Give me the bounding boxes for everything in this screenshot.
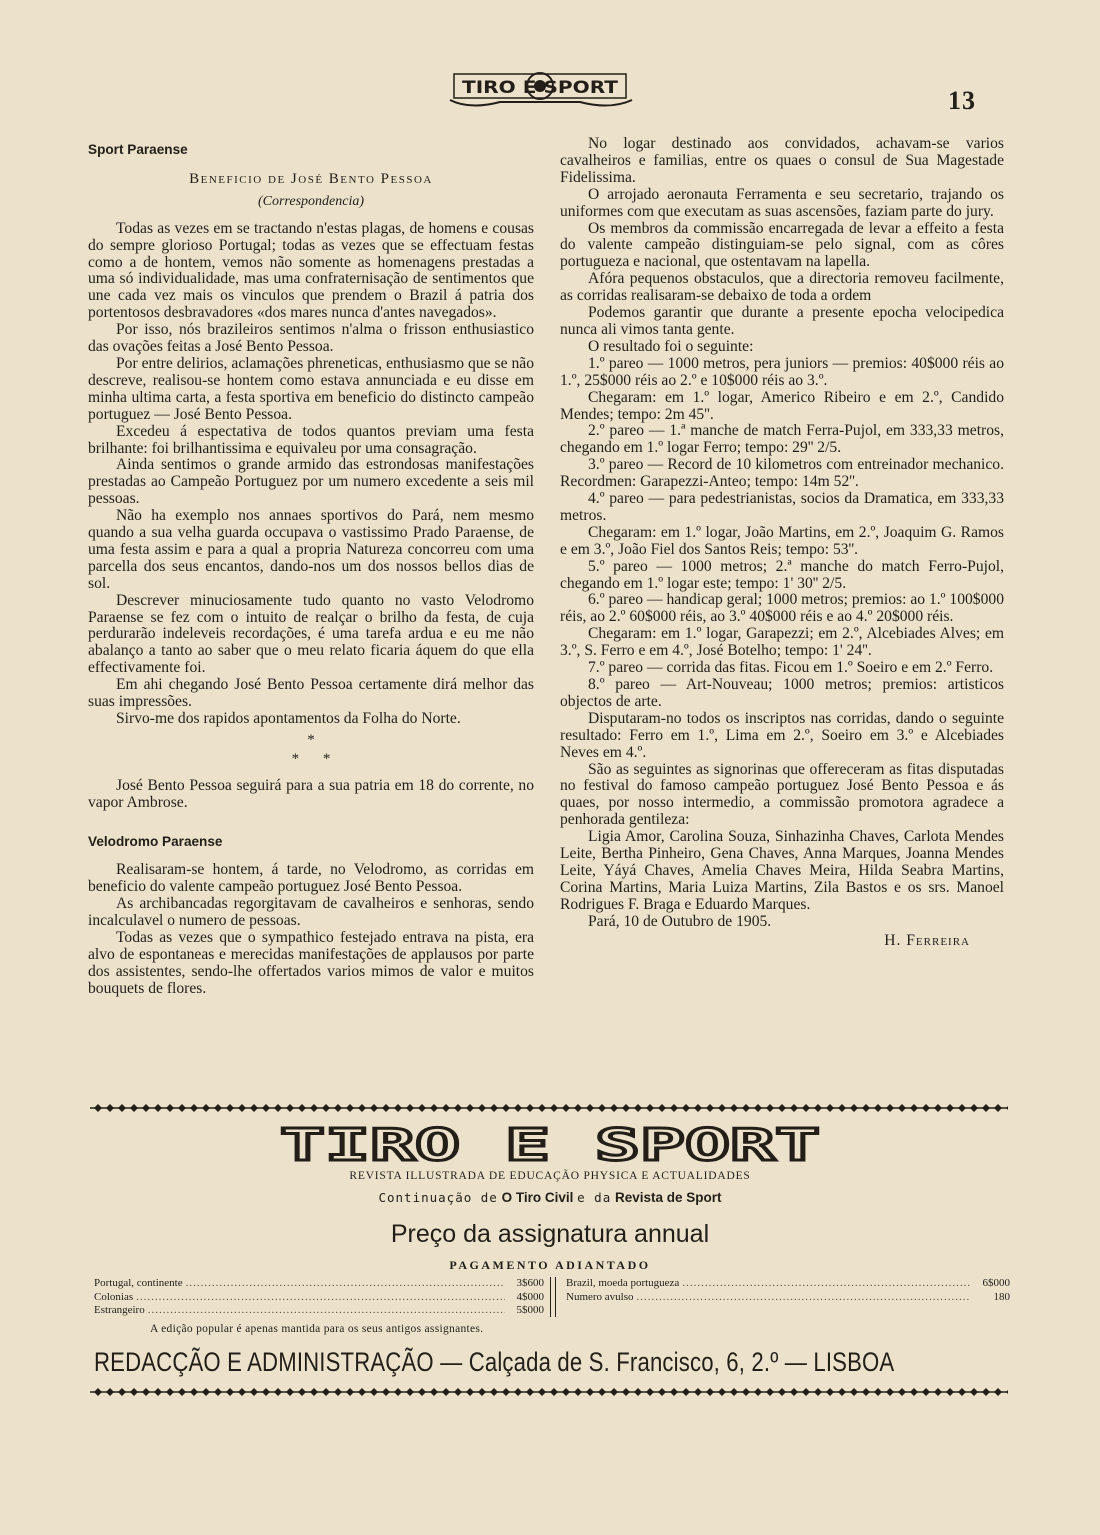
- border-ornament: [154, 1388, 162, 1396]
- border-ornament: [178, 1104, 186, 1112]
- border-ornament: [682, 1104, 690, 1112]
- border-ornament: [130, 1104, 138, 1112]
- paragraph: O resultado foi o seguinte:: [588, 337, 754, 355]
- border-ornament: [226, 1388, 234, 1396]
- masthead-logo-text: TIRO E SPORT: [462, 78, 619, 98]
- page-number: 13: [948, 86, 976, 115]
- border-ornament: [574, 1104, 582, 1112]
- border-ornament: [598, 1388, 606, 1396]
- border-ornament: [610, 1104, 618, 1112]
- border-ornament: [346, 1388, 354, 1396]
- border-ornament: [670, 1388, 678, 1396]
- border-ornament: [334, 1388, 342, 1396]
- paragraph: Os membros da commissão encarregada de levar a effeito a festa do valente campeão distinguiam-se pelo signal, com as côres portugueza e nacional, que ostentavam na lapella.: [560, 219, 1004, 271]
- rate-row: [94, 1304, 544, 1318]
- border-ornament: [346, 1104, 354, 1112]
- border-ornament: [550, 1104, 558, 1112]
- race-result: Chegaram: em 1.º logar, Garapezzi; em 2.º, Alcebiades Alves; em 3.º, S. Ferro e em 4.º, José Botelho; tempo: 1' 24''.: [560, 625, 1004, 660]
- border-ornament: [166, 1388, 174, 1396]
- border-ornament: [442, 1388, 450, 1396]
- paragraph: Excedeu á espectativa de todos quantos previam uma festa brilhante: foi brilhantissima e equivaleu por uma consagração.: [88, 422, 534, 457]
- paragraph: Sirvo-me dos rapidos apontamentos da Folha do Norte.: [116, 710, 461, 727]
- border-ornament: [250, 1104, 258, 1112]
- border-ornament: [970, 1388, 978, 1396]
- border-ornament: [154, 1104, 162, 1112]
- postscript: José Bento Pessoa seguirá para a sua patria em 18 do corrente, no vapor Ambrose.: [88, 776, 534, 811]
- border-ornament: [214, 1388, 222, 1396]
- paragraph: Ligia Amor, Carolina Souza, Sinhazinha Chaves, Carlota Mendes Leite, Bertha Pinheiro, Gena Chaves, Anna Marques, Joanna Mendes Leite, Yáyá Chaves, Amelia Chaves Meira, Hilda Seabra Martins, Corina Martins, Maria Luiza Martins, Zila Bastos e os srs. Manoel Rodrigues F. Braga e Eduardo Marques.: [560, 828, 1004, 913]
- border-ornament: [874, 1104, 882, 1112]
- continuation-mid: e da: [577, 1190, 612, 1205]
- border-ornament: [970, 1104, 978, 1112]
- paragraph: Todas as vezes em se tractando n'estas plagas, de homens e cousas do sempre glorioso Portugal; todas as vezes que se effectuam festas como a de hontem, vemos não somente as homenagens prestadas a uma só individualidade, mas uma confraternisação de sentimentos que une cada vez mais os vinculos que prendem o Brazil á patria dos portentosos desbravadores «dos mares nunca d'antes navegados».: [88, 219, 534, 322]
- border-ornament: [430, 1104, 438, 1112]
- border-ornament: [298, 1388, 306, 1396]
- rate-label: Brazil, moeda portugueza: [566, 1277, 680, 1289]
- border-ornament: [118, 1104, 126, 1112]
- border-ornament: [454, 1388, 462, 1396]
- asterisk-divider-top: *: [307, 731, 315, 748]
- border-ornament: [106, 1104, 114, 1112]
- continuation-name2: Revista de Sport: [615, 1190, 722, 1205]
- rate-label: Estrangeiro: [94, 1304, 145, 1316]
- price-heading: Preço da assignatura annual: [390, 1220, 710, 1248]
- border-ornament: [526, 1388, 534, 1396]
- border-ornament: [466, 1104, 474, 1112]
- border-ornament: [94, 1104, 102, 1112]
- rate-row: [566, 1277, 1010, 1291]
- border-ornament: [610, 1388, 618, 1396]
- border-ornament: [778, 1104, 786, 1112]
- border-ornament: [922, 1104, 930, 1112]
- border-ornament: [862, 1104, 870, 1112]
- border-ornament: [490, 1104, 498, 1112]
- border-ornament: [274, 1104, 282, 1112]
- border-ornament: [898, 1104, 906, 1112]
- rate-label: Portugal, continente: [94, 1277, 183, 1289]
- border-ornament: [562, 1388, 570, 1396]
- border-ornament: [586, 1388, 594, 1396]
- advert-continuation: [0, 1190, 1100, 1205]
- border-ornament: [370, 1104, 378, 1112]
- border-ornament: [394, 1388, 402, 1396]
- paragraph: Realisaram-se hontem, á tarde, no Velodromo, as corridas em beneficio do valente campeão portuguez José Bento Pessoa.: [88, 861, 534, 896]
- border-ornament: [106, 1388, 114, 1396]
- border-ornament: [514, 1388, 522, 1396]
- border-ornament: [934, 1388, 942, 1396]
- border-ornament: [1006, 1388, 1008, 1396]
- masthead-logo: [440, 66, 640, 110]
- border-ornament: [190, 1104, 198, 1112]
- race-result: Disputaram-no todos os inscriptos nas corridas, dando o seguinte resultado: Ferro em 1.º, Lima em 2.º, Soeiro em 3.º e Alcebiades Neves em 4.º.: [560, 709, 1004, 761]
- border-ornament: [526, 1104, 534, 1112]
- border-ornament: [214, 1104, 222, 1112]
- border-ornament: [358, 1104, 366, 1112]
- payment-heading: PAGAMENTO ADIANTADO: [449, 1258, 651, 1272]
- race-result: 8.º pareo — Art-Nouveau; 1000 metros; premios: artisticos objectos de arte.: [560, 676, 1004, 710]
- race-result: 1.º pareo — 1000 metros, pera juniors — premios: 40$000 réis ao 1.º, 25$000 réis ao 2.º e 10$000 réis ao 3.º.: [560, 354, 1004, 389]
- border-ornament: [274, 1388, 282, 1396]
- race-result: 5.º pareo — 1000 metros; 2.ª manche do match Ferro-Pujol, chegando em 1.º logar este; tempo: 1' 30'' 2/5.: [560, 557, 1004, 592]
- border-ornament: [718, 1104, 726, 1112]
- border-ornament: [886, 1388, 894, 1396]
- border-ornament: [202, 1104, 210, 1112]
- paragraph: Podemos garantir que durante a presente epocha velocipedica nunca ali vimos tanta gente.: [560, 304, 1004, 338]
- border-ornament: [418, 1388, 426, 1396]
- border-ornament: [226, 1104, 234, 1112]
- continuation-name1: O Tiro Civil: [501, 1190, 574, 1205]
- border-ornament: [502, 1388, 510, 1396]
- border-ornament: [634, 1388, 642, 1396]
- border-ornament: [586, 1104, 594, 1112]
- race-result: 6.º pareo — handicap geral; 1000 metros; premios: ao 1.º 100$000 réis, ao 2.º 60$000 réis, ao 3.º 40$000 réis e ao 4.º 20$000 réis.: [560, 591, 1004, 626]
- article-heading-sport-paraense: Sport Paraense: [88, 142, 188, 157]
- advert-address: REDACÇÃO E ADMINISTRAÇÃO — Calçada de S. Francisco, 6, 2.º — LISBOA: [94, 1347, 895, 1377]
- border-ornament: [190, 1388, 198, 1396]
- rate-label: Colonias: [94, 1290, 134, 1303]
- border-ornament: [850, 1104, 858, 1112]
- border-ornament: [946, 1388, 954, 1396]
- border-ornament: [754, 1388, 762, 1396]
- rate-value: 6$000: [982, 1277, 1010, 1289]
- border-ornament: [838, 1104, 846, 1112]
- dateline: Pará, 10 de Outubro de 1905.: [588, 912, 772, 930]
- border-ornament: [250, 1388, 258, 1396]
- border-ornament: [286, 1104, 294, 1112]
- border-ornament: [202, 1388, 210, 1396]
- border-ornament: [826, 1104, 834, 1112]
- border-ornament: [322, 1104, 330, 1112]
- border-ornament: [310, 1104, 318, 1112]
- border-ornament: [718, 1388, 726, 1396]
- border-ornament: [142, 1104, 150, 1112]
- border-ornament: [466, 1388, 474, 1396]
- rate-value: 3$600: [516, 1277, 544, 1289]
- border-ornament: [478, 1388, 486, 1396]
- right-column: [560, 136, 1004, 950]
- border-ornament: [982, 1388, 990, 1396]
- border-ornament: [1006, 1104, 1008, 1112]
- race-result: 7.º pareo — corrida das fitas. Ficou em 1.º Soeiro e em 2.º Ferro.: [588, 659, 994, 677]
- border-ornament: [694, 1388, 702, 1396]
- border-ornament: [622, 1104, 630, 1112]
- border-ornament: [646, 1104, 654, 1112]
- correspondence-note: (Correspondencia): [257, 193, 365, 209]
- border-ornament: [514, 1104, 522, 1112]
- rate-row: [94, 1291, 544, 1305]
- border-ornament: [982, 1104, 990, 1112]
- border-ornament: [490, 1388, 498, 1396]
- border-ornament: [238, 1104, 246, 1112]
- border-ornament: [838, 1388, 846, 1396]
- border-ornament: [442, 1104, 450, 1112]
- border-ornament: [814, 1388, 822, 1396]
- advert-title-text: TIRO E SPORT: [280, 1124, 820, 1166]
- paragraph: Em ahi chegando José Bento Pessoa certamente dirá melhor das suas impressões.: [88, 676, 534, 711]
- border-ornament: [742, 1104, 750, 1112]
- border-ornament: [958, 1104, 966, 1112]
- rates-right: [566, 1277, 1010, 1304]
- border-ornament: [94, 1388, 102, 1396]
- paragraph: Ainda sentimos o grande armido das estrondosas manifestações prestadas ao Campeão Portuguez por um numero excedente a seis mil pessoas.: [88, 456, 534, 508]
- border-ornament: [682, 1388, 690, 1396]
- border-ornament: [358, 1388, 366, 1396]
- ornamental-border-bottom: [90, 1386, 1008, 1398]
- border-ornament: [478, 1104, 486, 1112]
- border-ornament: [706, 1388, 714, 1396]
- rate-row: [566, 1291, 1010, 1305]
- signature: H. Ferreira: [884, 931, 970, 949]
- border-ornament: [406, 1388, 414, 1396]
- border-ornament: [430, 1388, 438, 1396]
- border-ornament: [922, 1388, 930, 1396]
- border-ornament: [550, 1388, 558, 1396]
- border-ornament: [754, 1104, 762, 1112]
- border-ornament: [862, 1388, 870, 1396]
- paragraph: Todas as vezes que o sympathico festejado entrava na pista, era alvo de espontaneas e merecidas manifestações de applausos por parte dos assistentes, sendo-lhe offertados varios mimos de valor e muitos bouquets de flores.: [88, 929, 534, 997]
- border-ornament: [118, 1388, 126, 1396]
- border-ornament: [598, 1104, 606, 1112]
- rate-label: Numero avulso: [566, 1290, 634, 1303]
- border-ornament: [766, 1104, 774, 1112]
- border-ornament: [898, 1388, 906, 1396]
- border-ornament: [670, 1104, 678, 1112]
- border-ornament: [382, 1104, 390, 1112]
- border-ornament: [130, 1388, 138, 1396]
- border-ornament: [742, 1388, 750, 1396]
- border-ornament: [886, 1104, 894, 1112]
- border-ornament: [382, 1388, 390, 1396]
- border-ornament: [418, 1104, 426, 1112]
- border-ornament: [178, 1388, 186, 1396]
- border-ornament: [298, 1104, 306, 1112]
- race-result: Chegaram: em 1.º logar, Americo Ribeiro e em 2.º, Candido Mendes; tempo: 2m 45''.: [560, 388, 1004, 423]
- border-ornament: [370, 1388, 378, 1396]
- border-ornament: [946, 1104, 954, 1112]
- race-result: 2.º pareo — 1.ª manche de match Ferra-Pujol, em 333,33 metros, chegando em 1.º logar Ferro; tempo: 29'' 2/5.: [560, 422, 1004, 457]
- paragraph: Descrever minuciosamente tudo quanto no vasto Velodromo Paraense se fez com o intuito de realçar o brilho da festa, de cuja perdurarão indeleveis recordações, é uma tarefa ardua e eu me não abalanço a tanto ao saber que o meu relato ficaria áquem do que ella effectivamente foi.: [88, 591, 534, 677]
- border-ornament: [502, 1104, 510, 1112]
- border-ornament: [646, 1388, 654, 1396]
- rates-divider: [550, 1277, 556, 1317]
- paragraph: Não ha exemplo nos annaes sportivos do Pará, nem mesmo quando a sua velha guarda occupava o vastissimo Prado Paraense, de uma festa assim e para a qual a propria Natureza concorreu com uma parcella dos seus encantos, dando-nos um dos nossos bellos dias de sol.: [88, 507, 534, 592]
- border-ornament: [622, 1388, 630, 1396]
- advert-note: A edição popular é apenas mantida para os seus antigos assignantes.: [150, 1323, 484, 1335]
- rate-row: [94, 1277, 544, 1291]
- border-ornament: [790, 1104, 798, 1112]
- advert-title: [275, 1124, 825, 1166]
- ornamental-border-top: [90, 1102, 1008, 1114]
- border-ornament: [142, 1388, 150, 1396]
- border-ornament: [562, 1104, 570, 1112]
- border-ornament: [730, 1104, 738, 1112]
- asterisk-divider-bottom: * *: [291, 750, 331, 767]
- paragraph: São as seguintes as signorinas que offereceram as fitas disputadas no festival do famoso campeão portuguez José Bento Pessoa e ás quaes, por nosso intermedio, a commissão promotora agradece a penhorada gentileza:: [560, 760, 1004, 829]
- race-result: Chegaram: em 1.º logar, João Martins, em 2.º, Joaquim G. Ramos e em 3.º, João Fiel dos Santos Reis; tempo: 53''.: [560, 523, 1004, 558]
- border-ornament: [454, 1104, 462, 1112]
- border-ornament: [574, 1388, 582, 1396]
- border-ornament: [850, 1388, 858, 1396]
- border-ornament: [634, 1104, 642, 1112]
- border-ornament: [166, 1104, 174, 1112]
- border-ornament: [658, 1388, 666, 1396]
- border-ornament: [310, 1388, 318, 1396]
- border-ornament: [394, 1104, 402, 1112]
- border-ornament: [826, 1388, 834, 1396]
- race-result: 3.º pareo — Record de 10 kilometros com entreinador mechanico. Recordmen: Garapezzi-Anteo; tempo: 14m 52''.: [560, 456, 1004, 491]
- border-ornament: [802, 1104, 810, 1112]
- border-ornament: [790, 1388, 798, 1396]
- rate-value: 180: [993, 1290, 1010, 1303]
- article-heading-velodromo-paraense: Velodromo Paraense: [88, 833, 223, 849]
- advert-subtitle: REVISTA ILLUSTRADA DE EDUCAÇÃO PHYSICA E ACTUALIDADES: [349, 1170, 751, 1182]
- border-ornament: [706, 1104, 714, 1112]
- border-ornament: [814, 1104, 822, 1112]
- continuation-prefix: Continuação de: [378, 1190, 498, 1205]
- border-ornament: [334, 1104, 342, 1112]
- border-ornament: [778, 1388, 786, 1396]
- article-subtitle: Beneficio de José Bento Pessoa: [189, 170, 433, 187]
- border-ornament: [994, 1104, 1002, 1112]
- border-ornament: [934, 1104, 942, 1112]
- rates-left: [94, 1277, 544, 1318]
- paragraph: No logar destinado aos convidados, achavam-se varios cavalheiros e familias, entre os quaes o consul de Sua Magestade Fidelissima.: [560, 135, 1004, 186]
- border-ornament: [766, 1388, 774, 1396]
- border-ornament: [262, 1388, 270, 1396]
- border-ornament: [730, 1388, 738, 1396]
- border-ornament: [802, 1388, 810, 1396]
- border-ornament: [538, 1388, 546, 1396]
- border-ornament: [658, 1104, 666, 1112]
- border-ornament: [694, 1104, 702, 1112]
- border-ornament: [874, 1388, 882, 1396]
- border-ornament: [538, 1104, 546, 1112]
- border-ornament: [286, 1388, 294, 1396]
- rate-value: 5$000: [516, 1304, 544, 1316]
- border-ornament: [262, 1104, 270, 1112]
- left-column: [88, 136, 534, 998]
- paragraph: Afóra pequenos obstaculos, que a directoria removeu facilmente, as corridas realisaram-se debaixo de toda a ordem: [560, 270, 1004, 305]
- paragraph: O arrojado aeronauta Ferramenta e seu secretario, trajando os uniformes com que executam as suas ascensões, faziam parte do jury.: [560, 185, 1004, 220]
- border-ornament: [910, 1388, 918, 1396]
- border-ornament: [238, 1388, 246, 1396]
- border-ornament: [910, 1104, 918, 1112]
- border-ornament: [994, 1388, 1002, 1396]
- border-ornament: [958, 1388, 966, 1396]
- paragraph: Por isso, nós brazileiros sentimos n'alma o frisson enthusiastico das ovações feitas a José Bento Pessoa.: [88, 321, 534, 356]
- race-result: 4.º pareo — para pedestrianistas, socios da Dramatica, em 333,33 metros.: [560, 490, 1004, 524]
- paragraph: As archibancadas regorgitavam de cavalheiros e senhoras, sendo incalculavel o numero de pessoas.: [88, 895, 534, 930]
- rate-value: 4$000: [516, 1290, 544, 1303]
- border-ornament: [406, 1104, 414, 1112]
- border-ornament: [322, 1388, 330, 1396]
- paragraph: Por entre delirios, aclamações phreneticas, enthusiasmo que se não descreve, realisou-se hontem como estava annunciada e eu disse em minha ultima carta, a festa sportiva em beneficio do distincto campeão portuguez — José Bento Pessoa.: [88, 354, 534, 423]
